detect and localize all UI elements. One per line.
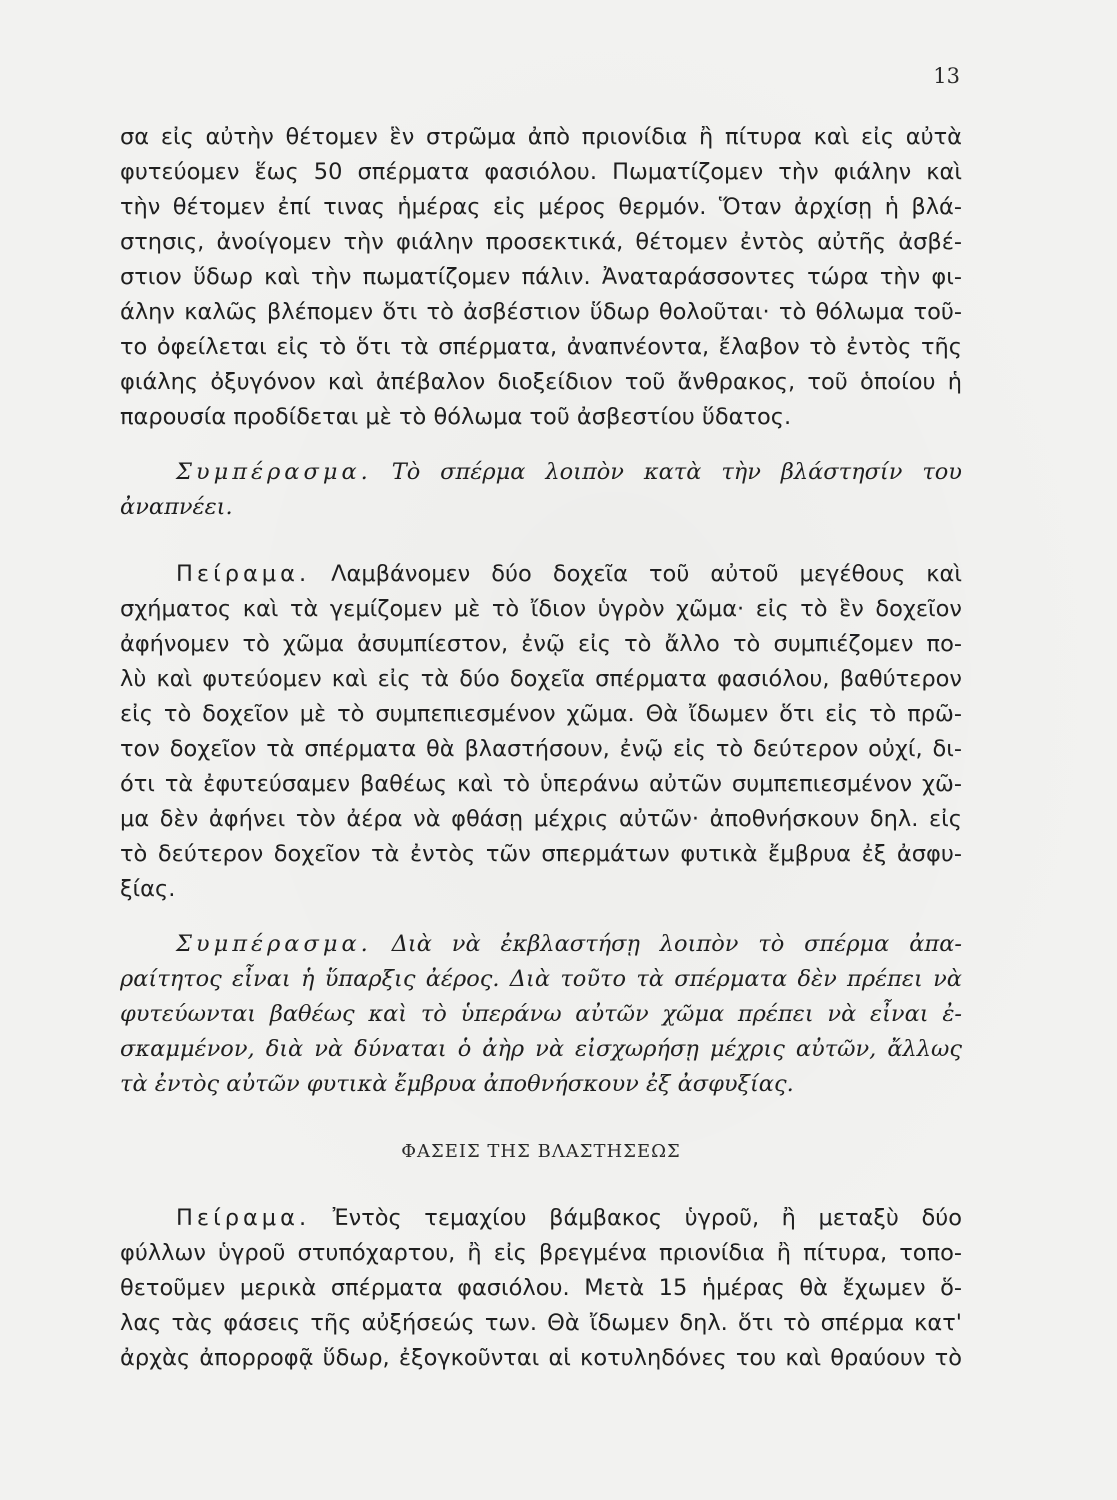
text-line: εἰς τὸ δοχεῖον μὲ τὸ συμπεπιεσμένον χῶμα. Θὰ ἴδωμεν ὅτι εἰς τὸ πρῶ- (120, 701, 962, 727)
text-line (120, 455, 962, 490)
conclusion-text: Τὸ σπέρμα λοιπὸν κατὰ τὴν βλάστησίν του (391, 459, 962, 485)
experiment-text: Ἐντὸς τεμαχίου βάμβακος ὑγροῦ, ἢ μεταξὺ δύο (332, 1205, 962, 1231)
page-number: 13 (933, 64, 960, 88)
text-line: τὰ ἐντὸς αὐτῶν φυτικὰ ἔμβρυα ἀποθνήσκουν ἐξ ἀσφυξίας. (120, 1071, 794, 1097)
text-line: θετοῦμεν μερικὰ σπέρματα φασιόλου. Μετὰ 15 ἡμέρας θὰ ἔχωμεν ὅ- (120, 1275, 962, 1301)
text-line: τον δοχεῖον τὰ σπέρματα θὰ βλαστήσουν, ἐνῷ εἰς τὸ δεύτερον οὐχί, δι- (120, 736, 962, 762)
experiment-text: Λαμβάνομεν δύο δοχεῖα τοῦ αὐτοῦ μεγέθους καὶ (331, 561, 962, 587)
text-line: φιάλης ὀξυγόνον καὶ ἀπέβαλον διοξείδιον τοῦ ἄνθρακος, τοῦ ὁποίου ἡ (120, 369, 962, 395)
text-line: στησις, ἀνοίγομεν τὴν φιάλην προσεκτικά, θέτομεν ἐντὸς αὐτῆς ἀσβέ- (120, 229, 962, 255)
text-line: λὺ καὶ φυτεύομεν καὶ εἰς τὰ δύο δοχεῖα σπέρματα φασιόλου, βαθύτερον (120, 666, 962, 692)
text-line: ἀφήνομεν τὸ χῶμα ἀσυμπίεστον, ἐνῷ εἰς τὸ ἄλλο τὸ συμπιέζομεν πο- (120, 631, 962, 657)
text-line (120, 1201, 962, 1236)
text-line (120, 557, 962, 592)
experiment-label: Πείραμα. (176, 561, 311, 587)
paragraph-respiration-experiment (120, 120, 962, 435)
text-line (120, 927, 962, 962)
paragraph-germination-phases (120, 1201, 962, 1376)
text-line: το ὀφείλεται εἰς τὸ ὅτι τὰ σπέρματα, ἀναπνέοντα, ἔλαβον τὸ ἐντὸς τῆς (120, 334, 962, 360)
text-line: παρουσία προδίδεται μὲ τὸ θόλωμα τοῦ ἀσβεστίου ὕδατος. (120, 404, 792, 430)
conclusion-label: Συμπέρασμα. (176, 459, 372, 485)
text-line: σκαμμένον, διὰ νὰ δύναται ὁ ἀὴρ νὰ εἰσχωρήσῃ μέχρις αὐτῶν, ἄλλως (120, 1036, 962, 1062)
text-line: φυτεύομεν ἕως 50 σπέρματα φασιόλου. Πωματίζομεν τὴν φιάλην καὶ (120, 159, 962, 185)
text-line: ξίας. (120, 876, 176, 902)
conclusion-air (120, 927, 962, 1102)
text-line: σχήματος καὶ τὰ γεμίζομεν μὲ τὸ ἴδιον ὑγρὸν χῶμα· εἰς τὸ ἓν δοχεῖον (120, 596, 962, 622)
text-line: άλην καλῶς βλέπομεν ὅτι τὸ ἀσβέστιον ὕδωρ θολοῦται· τὸ θόλωμα τοῦ- (120, 299, 962, 325)
experiment-label: Πείραμα. (176, 1205, 311, 1231)
text-column (120, 120, 962, 1376)
text-line: στιον ὕδωρ καὶ τὴν πωματίζομεν πάλιν. Ἀναταράσσοντες τώρα τὴν φι- (120, 264, 962, 290)
text-line: λας τὰς φάσεις τῆς αὐξήσεώς των. Θὰ ἴδωμεν δηλ. ὅτι τὸ σπέρμα κατ' (120, 1310, 962, 1336)
text-line: μα δὲν ἀφήνει τὸν ἀέρα νὰ φθάσῃ μέχρις αὐτῶν· ἀποθνήσκουν δηλ. εἰς (120, 806, 962, 832)
paragraph-soil-experiment (120, 557, 962, 907)
text-line: ἀναπνέει. (120, 494, 233, 520)
text-line: φύλλων ὑγροῦ στυπόχαρτου, ἢ εἰς βρεγμένα πριονίδια ἢ πίτυρα, τοπο- (120, 1240, 962, 1266)
conclusion-text: Διὰ νὰ ἐκβλαστήσῃ λοιπὸν τὸ σπέρμα ἀπα- (391, 931, 962, 957)
conclusion-respiration (120, 455, 962, 525)
text-line: τὴν θέτομεν ἐπί τινας ἡμέρας εἰς μέρος θερμόν. Ὅταν ἀρχίσῃ ἡ βλά- (120, 194, 962, 220)
text-line: τὸ δεύτερον δοχεῖον τὰ ἐντὸς τῶν σπερμάτων φυτικὰ ἔμβρυα ἐξ ἀσφυ- (120, 841, 962, 867)
text-line: σα εἰς αὐτὴν θέτομεν ἓν στρῶμα ἀπὸ πριονίδια ἢ πίτυρα καὶ εἰς αὐτὰ (120, 124, 962, 150)
conclusion-label: Συμπέρασμα. (176, 931, 372, 957)
text-line: ἀρχὰς ἀπορροφᾷ ὕδωρ, ἐξογκοῦνται αἱ κοτυληδόνες του καὶ θραύουν τὸ (120, 1345, 962, 1371)
text-line: ότι τὰ ἐφυτεύσαμεν βαθέως καὶ τὸ ὑπεράνω αὐτῶν συμπεπιεσμένον χῶ- (120, 771, 962, 797)
text-line: φυτεύωνται βαθέως καὶ τὸ ὑπεράνω αὐτῶν χῶμα πρέπει νὰ εἶναι ἐ- (120, 1001, 962, 1027)
section-heading: ΦΑΣΕΙΣ ΤΗΣ ΒΛΑΣΤΗΣΕΩΣ (401, 1141, 681, 1162)
text-line: ραίτητος εἶναι ἡ ὕπαρξις ἀέρος. Διὰ τοῦτο τὰ σπέρματα δὲν πρέπει νὰ (120, 966, 962, 992)
